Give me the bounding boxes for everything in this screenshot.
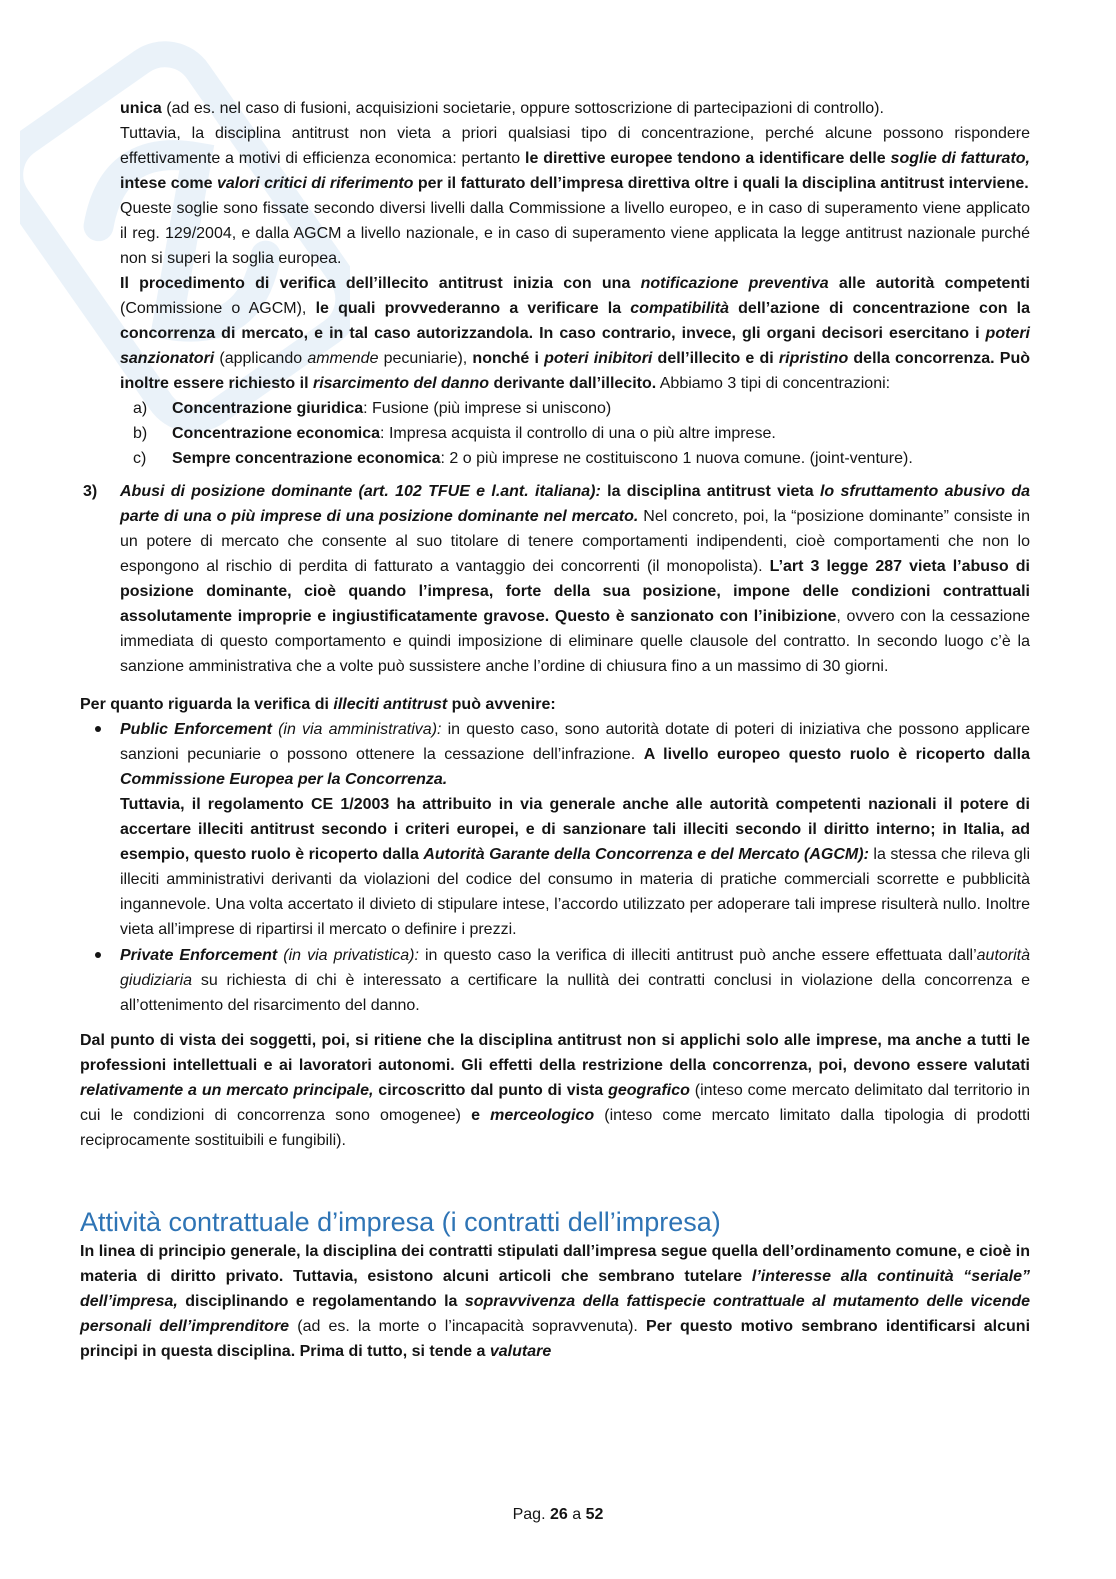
text-run: poteri inibitori bbox=[544, 350, 653, 367]
list-marker: a) bbox=[133, 400, 148, 417]
paragraph-threshold-levels bbox=[80, 196, 1030, 271]
text-run: , ovvero con la cessazione immediata di questo comportamento e quindi imposizione di eliminare quelle clausole del contratto. In secondo luogo c’è la sanzione amministrativa che a volte può sussistere anche l’ordine di chiusura fino a un massimo di 30 giorni. bbox=[120, 608, 1031, 675]
text-run: Commissione Europea per la Concorrenza. bbox=[120, 771, 448, 788]
text-run: risarcimento del danno bbox=[312, 375, 490, 392]
text-run: In linea di principio generale, la disciplina dei contratti stipulati dall’impresa segue quella dell’ordinamento comune, e cioè in materia di diritto privato. Tuttavia, esistono alcuni articoli che sembrano tutelare bbox=[80, 1243, 1030, 1285]
paragraph-section-body bbox=[80, 1239, 1030, 1364]
text-run: ammende bbox=[307, 350, 379, 367]
paragraph-thresholds bbox=[80, 121, 1030, 196]
text-run: (applicando bbox=[214, 350, 308, 367]
text-run: le direttive europee tendono a identificare delle bbox=[525, 150, 891, 167]
text-run: (in via privatistica): bbox=[277, 947, 419, 964]
numbered-item-text bbox=[120, 483, 1030, 675]
text-run: notificazione preventiva bbox=[640, 275, 829, 292]
text-run: valori critici di riferimento bbox=[216, 175, 414, 192]
text-run: (ad es. la morte o l’incapacità sopravvenuta). bbox=[289, 1318, 647, 1335]
text-run: Dal punto di vista dei soggetti, poi, si ritiene che la disciplina antitrust non si applichi solo alle imprese, ma anche a tutti le professioni intellettuali e ai lavoratori autonomi. Gli effetti della restrizione della concorrenza, poi, devono essere valutati bbox=[80, 1032, 1030, 1074]
text-run: Public Enforcement bbox=[120, 721, 272, 738]
text-run: pecuniarie), bbox=[378, 350, 473, 367]
text-run: (inteso come mercato delimitato dal territorio in cui le condizioni di concorrenza sono omogenee) bbox=[80, 1082, 1030, 1124]
text-run: Queste soglie sono fissate secondo diversi livelli dalla Commissione a livello europeo, e in caso di superamento viene applicato il reg. 129/2004, e dalla AGCM a livello nazionale, e in caso di superamento viene applicata la legge antitrust nazionale purché non si superi la soglia europea. bbox=[120, 200, 1030, 267]
text-run: (in via amministrativa): bbox=[271, 721, 442, 738]
text-run: può avvenire: bbox=[447, 696, 556, 713]
paragraph-unica bbox=[80, 96, 1030, 121]
text-run: illeciti antitrust bbox=[333, 696, 448, 713]
bullet-icon bbox=[95, 726, 101, 732]
list-item bbox=[80, 396, 1030, 421]
text-run: merceologico bbox=[490, 1107, 595, 1124]
text-run: valutare bbox=[489, 1343, 552, 1360]
text-run: Concentrazione giuridica bbox=[172, 400, 364, 417]
text-run: Abbiamo 3 tipi di concentrazioni: bbox=[656, 375, 891, 392]
text-run: la stessa che rileva gli illeciti amministrativi derivanti da violazioni del codice del consumo in materia di pratiche commerciali scorrette e pubblicità ingannevole. Una volta accertato il divieto di stipulare intese, l’accordo utilizzato per adoperare tali imprese risulterà nullo. Inoltre vieta all’imprese di ripartirsi il mercato o definire i prezzi. bbox=[120, 846, 1031, 938]
text-run: Tuttavia, il regolamento CE 1/2003 ha attribuito in via generale anche alle autorità competenti nazionali il potere di accertare illeciti antitrust secondo i criteri europei, e di sanzionare tali illeciti secondo il diritto interno; in Italia, ad esempio, questo ruolo è ricoperto dalla bbox=[120, 796, 1030, 863]
concentration-types-list bbox=[80, 396, 1030, 471]
text-run: Concentrazione economica bbox=[172, 425, 381, 442]
text-run: Nel concreto, poi, la “posizione dominante” consiste in un potere di mercato che consente al suo titolare di tenere comportamenti indipendenti, cioè comportamenti che non lo espongono al rischio di perdita di fatturato a vantaggio dei concorrenti (il monopolista). bbox=[120, 508, 1031, 575]
text-run: poteri sanzionatori bbox=[120, 325, 1030, 367]
bullet-paragraph bbox=[120, 943, 1030, 1018]
text-run: della concorrenza. Può inoltre essere richiesto il bbox=[120, 350, 1031, 392]
text-run: dell’illecito e di bbox=[652, 350, 779, 367]
text-run: : Fusione (più imprese si uniscono) bbox=[363, 400, 612, 417]
numbered-item-abuse bbox=[80, 479, 1030, 679]
text-run: L’art 3 legge 287 vieta l’abuso di posizione dominante, cioè quando l’impresa, forte della sua posizione, impone delle condizioni contrattuali assolutamente improprie e ingiustificatamente gravose. Questo è sanzionato con l’inibizione bbox=[120, 558, 1030, 625]
text-run: lo sfruttamento abusivo da parte di una o più imprese di una posizione dominante nel mercato. bbox=[120, 483, 1031, 525]
bullet-item-public-enforcement bbox=[80, 717, 1030, 942]
text-run: Autorità Garante della Concorrenza e del Mercato (AGCM): bbox=[423, 846, 869, 863]
section-heading: Attività contrattuale d’impresa (i contratti dell’impresa) bbox=[80, 1207, 721, 1237]
text-run: unica bbox=[120, 100, 162, 117]
bullet-paragraph bbox=[120, 717, 1030, 792]
text-run: soglie di fatturato, bbox=[890, 150, 1031, 167]
text-run: (ad es. nel caso di fusioni, acquisizioni societarie, oppure sottoscrizione di partecipazioni di controllo). bbox=[161, 100, 884, 117]
list-item-text bbox=[172, 425, 776, 442]
text-run: Private Enforcement bbox=[120, 947, 278, 964]
page-total: 52 bbox=[585, 1506, 604, 1523]
text-run: geografico bbox=[608, 1082, 690, 1099]
text-run: derivante dall’illecito. bbox=[489, 375, 657, 392]
text-run: e bbox=[471, 1107, 491, 1124]
text-run: in questo caso, sono autorità dotate di poteri di iniziativa che possono applicare sanzioni pecuniarie o possono ottenere la cessazione dell’infrazione. bbox=[120, 721, 1030, 763]
page-separator: a bbox=[572, 1506, 582, 1523]
text-run: : 2 o più imprese ne costituiscono 1 nuova comune. (joint-venture). bbox=[440, 450, 913, 467]
text-run: circoscritto dal punto di vista bbox=[373, 1082, 609, 1099]
text-run: Per quanto riguarda la verifica di bbox=[80, 696, 334, 713]
list-item-text bbox=[172, 450, 913, 467]
text-run: l’interesse alla continuità “seriale” dell’impresa, bbox=[80, 1268, 1031, 1310]
text-run: (inteso come mercato limitato dalla tipologia di prodotti reciprocamente sostituibili e fungibili). bbox=[80, 1107, 1030, 1149]
list-marker: b) bbox=[133, 425, 148, 442]
page-footer bbox=[0, 1503, 1116, 1527]
list-item-text bbox=[172, 400, 611, 417]
text-run: le quali provvederanno a verificare la bbox=[315, 300, 631, 317]
page-label: Pag. bbox=[512, 1506, 546, 1523]
paragraph-subjects bbox=[80, 1028, 1030, 1153]
text-run: Sempre concentrazione economica bbox=[172, 450, 441, 467]
list-marker: 3) bbox=[83, 483, 98, 500]
text-run: : Impresa acquista il controllo di una o più altre imprese. bbox=[380, 425, 776, 442]
text-run: su richiesta di chi è interessato a certificare la nullità dei contratti conclusi in violazione della concorrenza e all’ottenimento del risarcimento del danno. bbox=[120, 972, 1030, 1014]
text-run: Tuttavia, la disciplina antitrust non vieta a priori qualsiasi tipo di concentrazione, perché alcune possono rispondere effettivamente a motivi di efficienza economica: pertanto bbox=[120, 125, 1030, 167]
text-run: (Commissione o AGCM), bbox=[120, 300, 316, 317]
text-run: compatibilità bbox=[630, 300, 729, 317]
text-run: Abusi di posizione dominante (art. 102 TFUE e l.ant. italiana): bbox=[120, 483, 601, 500]
page-number: 26 bbox=[549, 1506, 568, 1523]
list-item bbox=[80, 421, 1030, 446]
text-run: per il fatturato dell’impresa direttiva oltre i quali la disciplina antitrust interviene. bbox=[413, 175, 1029, 192]
list-marker: c) bbox=[133, 450, 147, 467]
text-run: relativamente a un mercato principale, bbox=[80, 1082, 374, 1099]
text-run: Per questo motivo sembrano identificarsi alcuni principi in questa disciplina. Prima di tutto, si tende a bbox=[80, 1318, 1031, 1360]
text-run: nonché i bbox=[472, 350, 545, 367]
paragraph-verification-procedure bbox=[80, 271, 1030, 396]
text-run: intese come bbox=[120, 175, 217, 192]
document-body bbox=[80, 96, 1030, 1364]
text-run: A livello europeo questo ruolo è ricoperto dalla bbox=[643, 746, 1030, 763]
bullet-item-private-enforcement bbox=[80, 943, 1030, 1018]
paragraph-verification-intro bbox=[80, 692, 1030, 717]
list-item bbox=[80, 446, 1030, 471]
text-run: ripristino bbox=[778, 350, 849, 367]
text-run: in questo caso la verifica di illeciti antitrust può anche essere effettuata dall’ bbox=[418, 947, 977, 964]
text-run: Il procedimento di verifica dell’illecito antitrust inizia con una bbox=[120, 275, 641, 292]
bullet-paragraph bbox=[120, 792, 1030, 942]
text-run: alle autorità competenti bbox=[828, 275, 1030, 292]
text-run: dell’azione di concentrazione con la concorrenza di mercato, e in tal caso autorizzandola. In caso contrario, invece, gli organi decisori esercitano i bbox=[120, 300, 1031, 342]
bullet-icon bbox=[95, 952, 101, 958]
text-run: disciplinando e regolamentando la bbox=[177, 1293, 465, 1310]
text-run: sopravvivenza della fattispecie contrattuale al mutamento delle vicende personali dell’imprenditore bbox=[80, 1293, 1031, 1335]
text-run: la disciplina antitrust vieta bbox=[600, 483, 820, 500]
text-run: autorità giudiziaria bbox=[120, 947, 1031, 989]
